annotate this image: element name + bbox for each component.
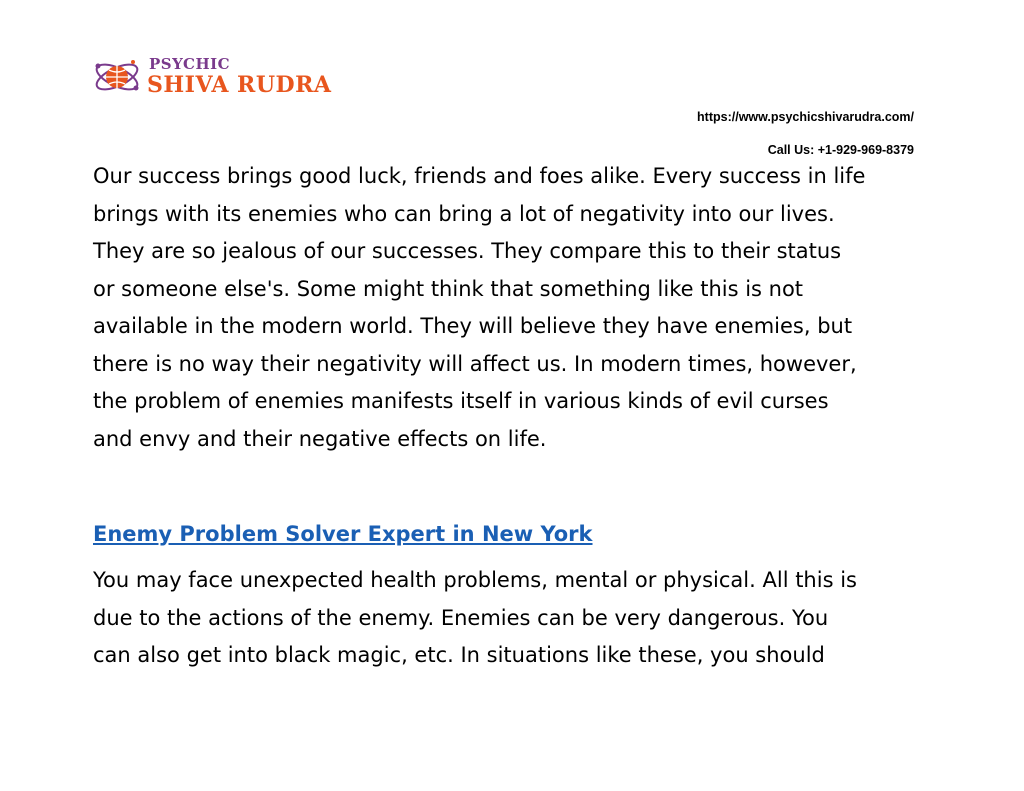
website-link[interactable]: https://www.psychicshivarudra.com/ <box>697 110 914 124</box>
globe-emblem-icon <box>93 52 141 102</box>
logo-text-shiva-rudra: SHIVA RUDRA <box>147 72 332 98</box>
section-heading-link[interactable]: Enemy Problem Solver Expert in New York <box>93 522 593 546</box>
intro-paragraph: Our success brings good luck, friends and foes alike. Every success in life brings with its enemies who can bring a lot of negativity into our lives. They are so jealous of our successes. They compare this to their status or someone else's. Some might think that something like this is not available in the modern world. They will believe they have enemies, but there is no way their negativity will affect us. In modern times, however, the problem of enemies manifests itself in various kinds of evil curses and envy and their negative effects on life. <box>93 164 866 451</box>
phone-number: Call Us: +1-929-969-8379 <box>767 143 914 157</box>
brand-logo <box>93 52 343 107</box>
logo-text-psychic: PSYCHIC <box>149 55 231 73</box>
body-paragraph: You may face unexpected health problems, mental or physical. All this is due to the actions of the enemy. Enemies can be very dangerous. You can also get into black magic, etc. In situations like these, you should <box>93 568 857 667</box>
